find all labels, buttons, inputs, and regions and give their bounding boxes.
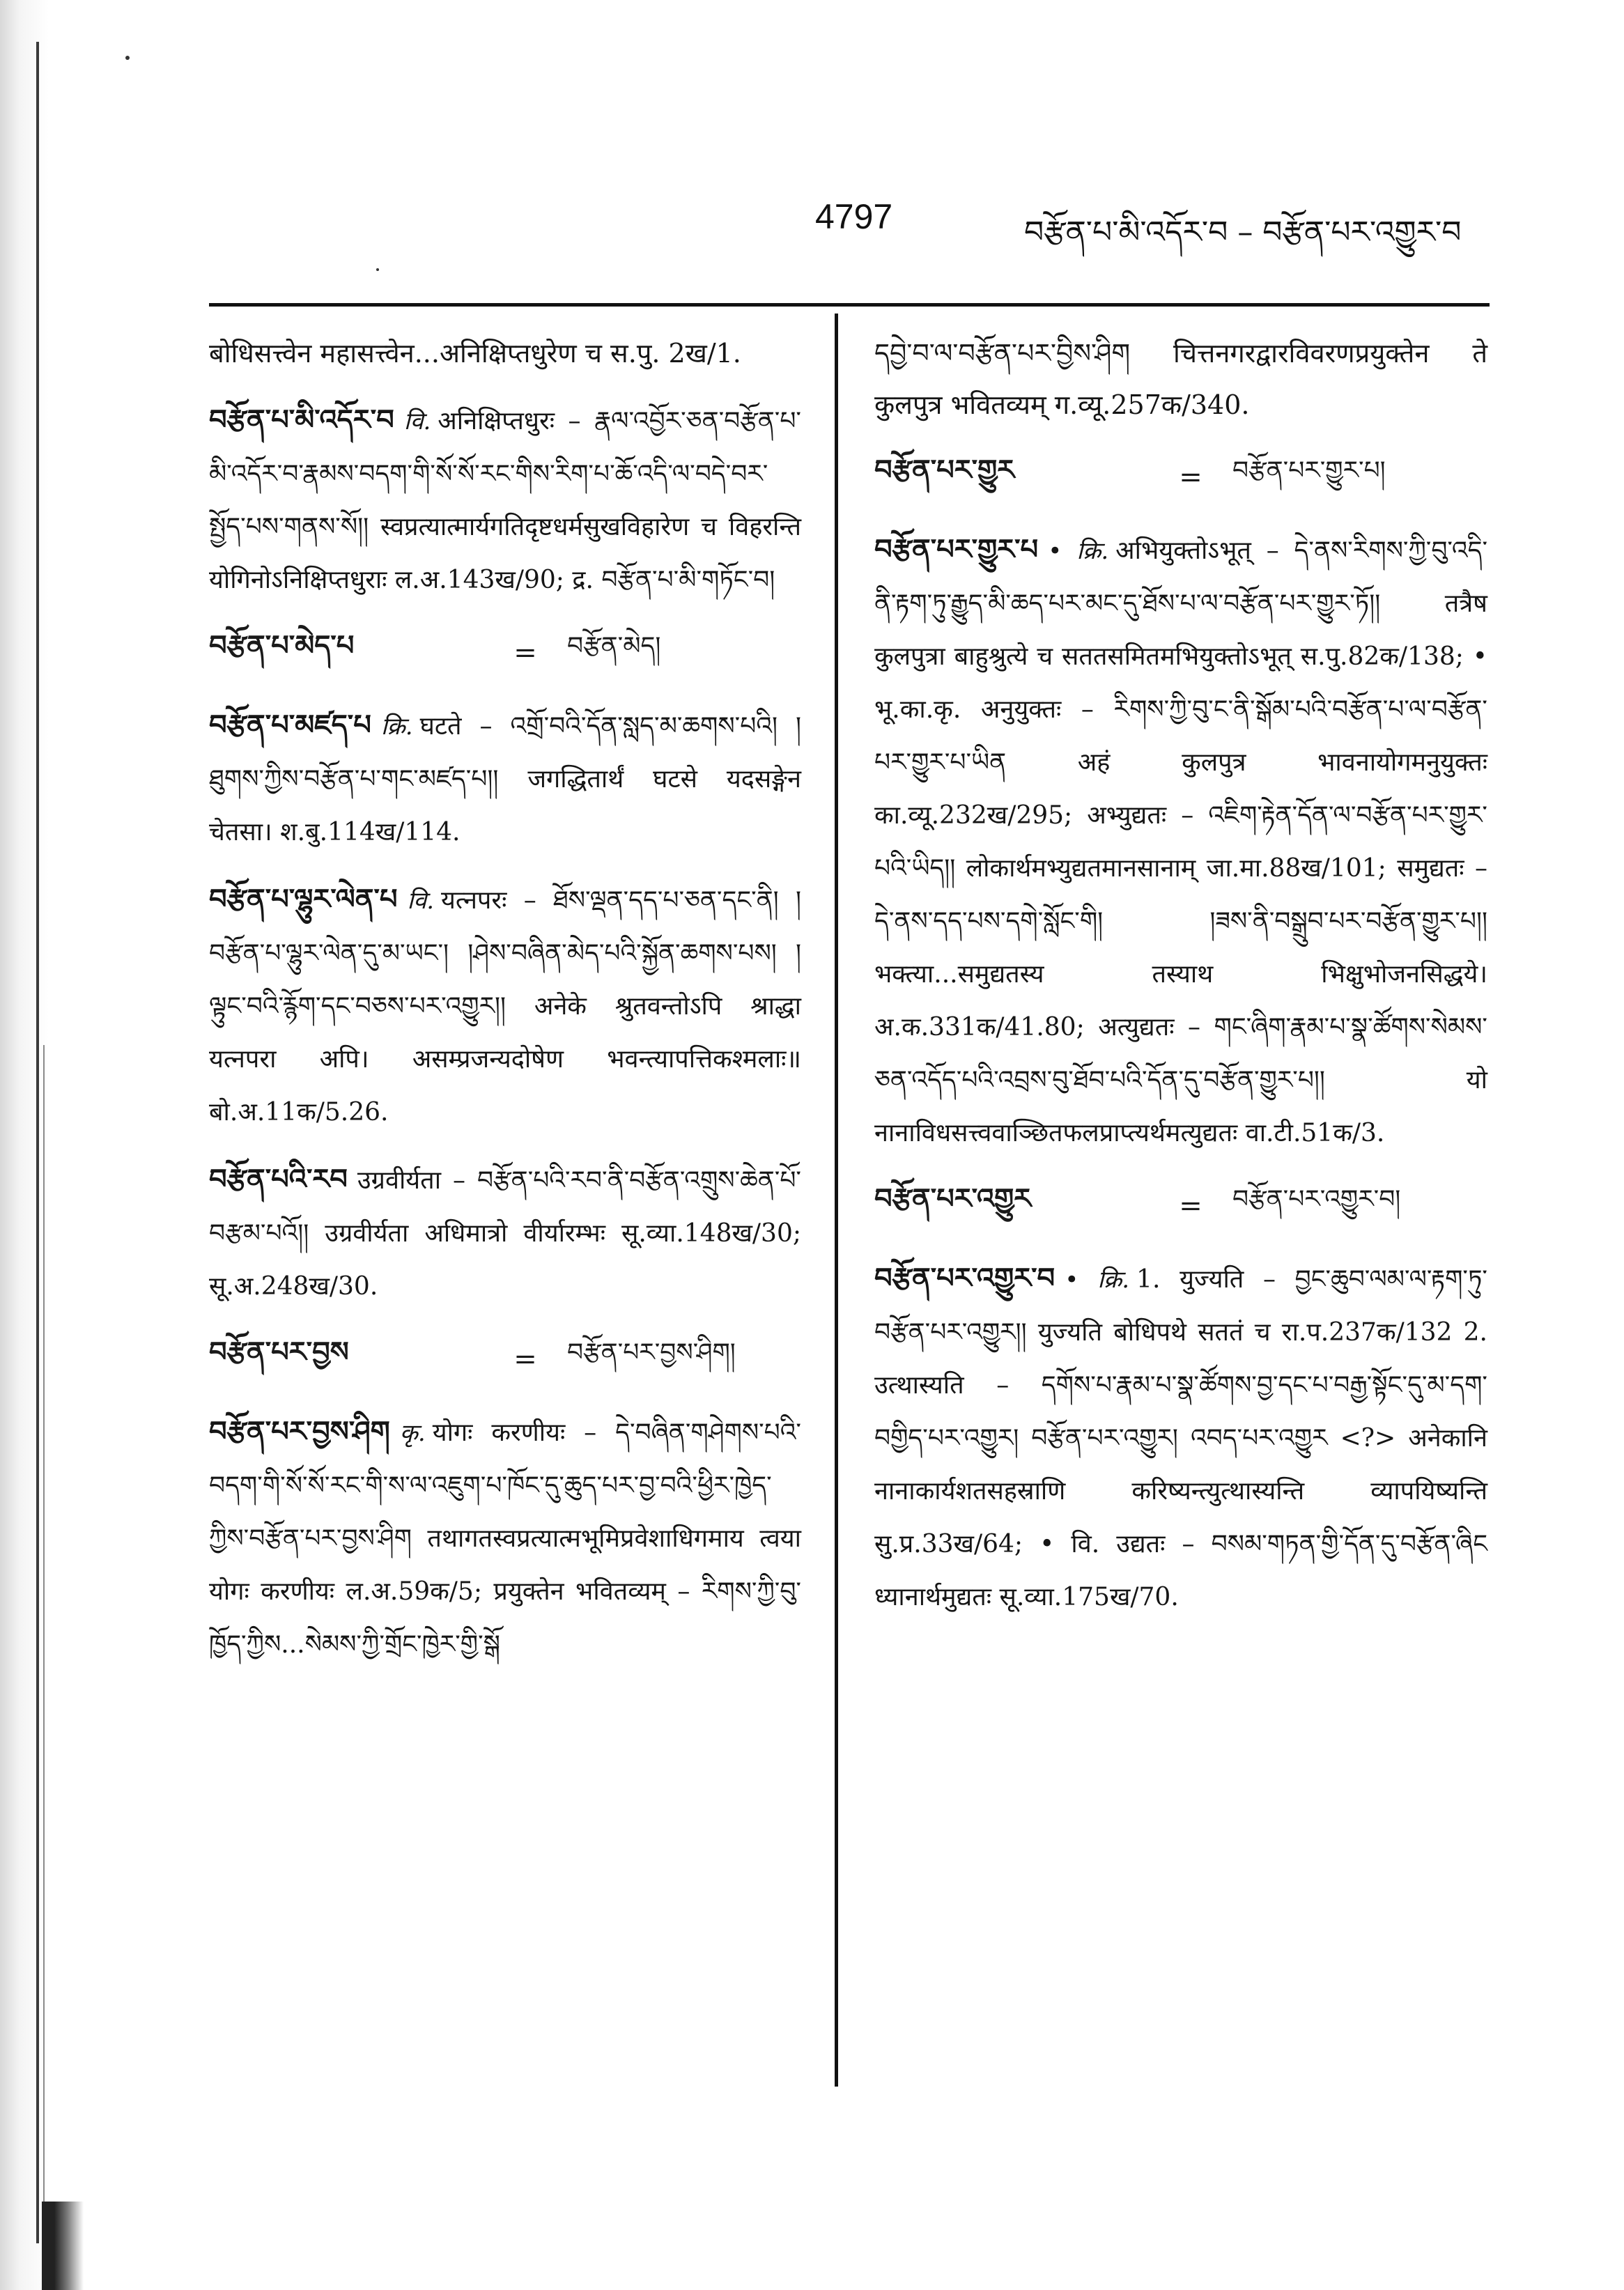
cross-reference-entry: [209, 1328, 801, 1391]
headword: བརྩོན་པ་མཛད་པ: [209, 709, 371, 741]
headword: བརྩོན་པ་ལྷུར་ལེན་པ: [209, 883, 398, 915]
entry-body: उग्रवीर्यता – བརྩོན་པའི་རབ་ནི་བརྩོན་འགྲུས་ཆེན་པོ་བརྩམ་པའོ།། उग्रवीर्यता अधिमात्रो वीर्यारम्भः सू.व्या.148ख/30; सू.अ.248ख/30.: [209, 1166, 801, 1301]
page-number: 4797: [815, 197, 893, 236]
running-head: བརྩོན་པ་མི་འདོར་བ – བརྩོན་པར་འགྱུར་བ: [1024, 215, 1462, 250]
column-divider: [835, 314, 838, 2087]
grammar-label: वि.: [407, 887, 435, 915]
headword: བརྩོན་པར་བྱས: [209, 1335, 349, 1368]
equals-sign: =: [513, 637, 537, 669]
headword: བརྩོན་པར་གྱུར: [874, 453, 1015, 486]
scan-speck: [376, 268, 379, 271]
entry-continuation: དབྱེ་བ་ལ་བརྩོན་པར་བྱིས་ཤིག चित्तनगरद्वारविवरणप्रयुक्तेन ते कुलपुत्र भवितव्यम् ग.व्यू.257क/340.: [874, 338, 1487, 420]
headword: བརྩོན་པར་བྱས་ཤིག: [209, 1415, 390, 1448]
scan-edge-line: [36, 42, 39, 2243]
cross-reference-entry: [209, 621, 801, 684]
cross-reference-target: བརྩོན་པར་བྱས་ཤིག།: [567, 1338, 736, 1367]
headword: བརྩོན་པ་མེད་པ: [209, 628, 355, 662]
grammar-label: वि.: [403, 408, 431, 435]
dictionary-entry: [209, 1406, 801, 1671]
entry-body: घटते – འགྲོ་བའི་དོན་སླད་མ་ཆགས་པའི། །ཐུགས་ཀྱིས་བརྩོན་པ་གང་མཛད་པ།། जगद्धितार्थं घटसे यदसङ्गेन चेतसा। श.बु.114ख/114.: [209, 712, 801, 846]
headword: བརྩོན་པའི་རབ: [209, 1163, 348, 1196]
cross-reference-target: བརྩོན་པར་གྱུར་པ།: [1232, 456, 1386, 485]
scan-speck: [125, 56, 130, 60]
grammar-label: • क्रि.: [1048, 537, 1109, 565]
grammar-label: • क्रि.: [1065, 1266, 1130, 1294]
cross-reference-entry: [874, 1175, 1487, 1237]
dictionary-entry: [874, 524, 1487, 1159]
header-rule: [209, 303, 1490, 307]
entry-body: यत्नपरः – ཐོས་ལྡན་དད་པ་ཅན་དང་ནི། །བརྩོན་པ་ལྷུར་ལེན་དུ་མ་ཡང་། །ཤེས་བཞིན་མེད་པའི་སྐྱོན་ཆགས་པས། །ལྟུང་བའི་རྙོག་དང་བཅས་པར་འགྱུར།། अनेके श्रुतवन्तोऽपि श्राद्धा यत्नपरा अपि। असम्प्रजन्यदोषेण भवन्त्यापत्तिकश्मलाः॥ बो.अ.11क/5.26.: [209, 886, 801, 1127]
grammar-label: क्रि.: [380, 713, 413, 741]
dictionary-entry: [209, 699, 801, 858]
cross-reference-target: བརྩོན་མེད།: [567, 632, 661, 660]
scan-edge-shadow: [0, 0, 49, 2290]
headword: བརྩོན་པར་འགྱུར་བ: [874, 1262, 1055, 1294]
grammar-label: कृ.: [399, 1419, 426, 1447]
headword: བརྩོན་པར་འགྱུར: [874, 1182, 1032, 1215]
dictionary-entry: [209, 874, 801, 1138]
left-column: [209, 327, 801, 1686]
dictionary-entry: [209, 394, 801, 606]
scan-corner-mark: [42, 2202, 84, 2290]
headword: བརྩོན་པར་གྱུར་པ: [874, 533, 1039, 566]
equals-sign: =: [513, 1343, 537, 1375]
entry-body: अभियुक्तोऽभूत् – དེ་ནས་རིགས་ཀྱི་བུ་འདི་ནི་རྟག་ཏུ་རྒྱུད་མི་ཆད་པར་མང་དུ་ཐོས་པ་ལ་བརྩོན་པར་གྱུར་ཏོ།། तत्रैष कुलपुत्रा बाहुश्रुत्ये च सततसमितमभियुक्तोऽभूत् स.पु.82क/138; • भू.का.कृ. अनुयुक्तः – རིགས་ཀྱི་བུ་ང་ནི་སྒོམ་པའི་བརྩོན་པ་ལ་བརྩོན་པར་གྱུར་པ་ཡིན अहं कुलपुत्र भावनायोगमनुयुक्तः का.व्यू.232ख/295; अभ्युद्यतः – འཇིག་རྟེན་དོན་ལ་བརྩོན་པར་གྱུར་པའི་ཡིད།། लोकार्थमभ्युद्यतमानसानाम् जा.मा.88ख/101; समुद्यतः – དེ་ནས་དད་པས་དགེ་སློང་གི། །ཟས་ནི་བསྒྲུབ་པར་བརྩོན་གྱུར་པ།། भक्त्या...समुद्यतस्य तस्याथ भिक्षुभोजनसिद्धये। अ.क.331क/41.80; अत्युद्यतः – གང་ཞིག་རྣམ་པ་སྣ་ཚོགས་སེམས་ཅན་འདོད་པའི་འབྲས་བུ་ཐོབ་པའི་དོན་དུ་བརྩོན་གྱུར་པ།། यो नानाविधसत्त्ववाञ्छितफलप्राप्त्यर्थमत्युद्यतः वा.टी.51क/3.: [874, 536, 1487, 1147]
entry-continuation: बोधिसत्त्वेन महासत्त्वेन...अनिक्षिप्तधुरेण च स.पु. 2ख/1.: [209, 338, 741, 369]
right-column: [874, 327, 1487, 1639]
scan-edge-line-secondary: [43, 1045, 45, 2229]
equals-sign: =: [1179, 461, 1202, 493]
dictionary-entry: [874, 1253, 1487, 1623]
dictionary-entry: [209, 1154, 801, 1313]
headword: བརྩོན་པ་མི་འདོར་བ: [209, 403, 394, 436]
cross-reference-target: བརྩོན་པར་འགྱུར་བ།: [1232, 1185, 1401, 1214]
entry-body: अनिक्षिप्तधुरः – རྣལ་འབྱོར་ཅན་བརྩོན་པ་མི་འདོར་བ་རྣམས་བདག་གི་སོ་སོ་རང་གིས་རིག་པ་ཆོ་འདི་ལ་བདེ་བར་སྤྱོད་པས་གནས་སོ།། स्वप्रत्यात्मार्यगतिदृष्टधर्मसुखविहारेण च विहरन्ति योगिनोऽनिक्षिप्तधुराः ल.अ.143ख/90; द्र. བརྩོན་པ་མི་གཏོང་བ།: [209, 407, 801, 594]
entry-body: 1. युज्यति – བྱང་ཆུབ་ལམ་ལ་རྟག་ཏུ་བརྩོན་པར་འགྱུར།། युज्यति बोधिपथे सततं च रा.प.237क/132 2. उत्थास्यति – དགོས་པ་རྣམ་པ་སྣ་ཚོགས་བྱ་དང་པ་བརྒྱ་སྟོང་དུ་མ་དག་བགྱིད་པར་འགྱུར། བརྩོན་པར་འགྱུར། འབད་པར་འགྱུར <?> अनेकानि नानाकार्यशतसहस्राणि करिष्यन्त्युत्थास्यन्ति व्यापयिष्यन्ति सु.प्र.33ख/64; • वि. उद्यतः – བསམ་གཏན་གྱི་དོན་དུ་བརྩོན་ཞིང ध्यानार्थमुद्यतः सू.व्या.175ख/70.: [874, 1265, 1487, 1611]
cross-reference-entry: [874, 446, 1487, 509]
equals-sign: =: [1179, 1190, 1202, 1222]
entry-body: योगः करणीयः – དེ་བཞིན་གཤེགས་པའི་བདག་གི་སོ་སོ་རང་གི་ས་ལ་འཇུག་པ་ཁོང་དུ་ཆུད་པར་བྱ་བའི་ཕྱིར་ཁྱེད་ཀྱིས་བརྩོན་པར་བྱས་ཤིག तथागतस्वप्रत्यात्मभूमिप्रवेशाधिगमाय त्वया योगः करणीयः ल.अ.59क/5; प्रयुक्तेन भवितव्यम् – རིགས་ཀྱི་བུ་ཁྱོད་ཀྱིས...སེམས་ཀྱི་གྲོང་ཁྱེར་གྱི་སྒོ: [209, 1418, 801, 1659]
